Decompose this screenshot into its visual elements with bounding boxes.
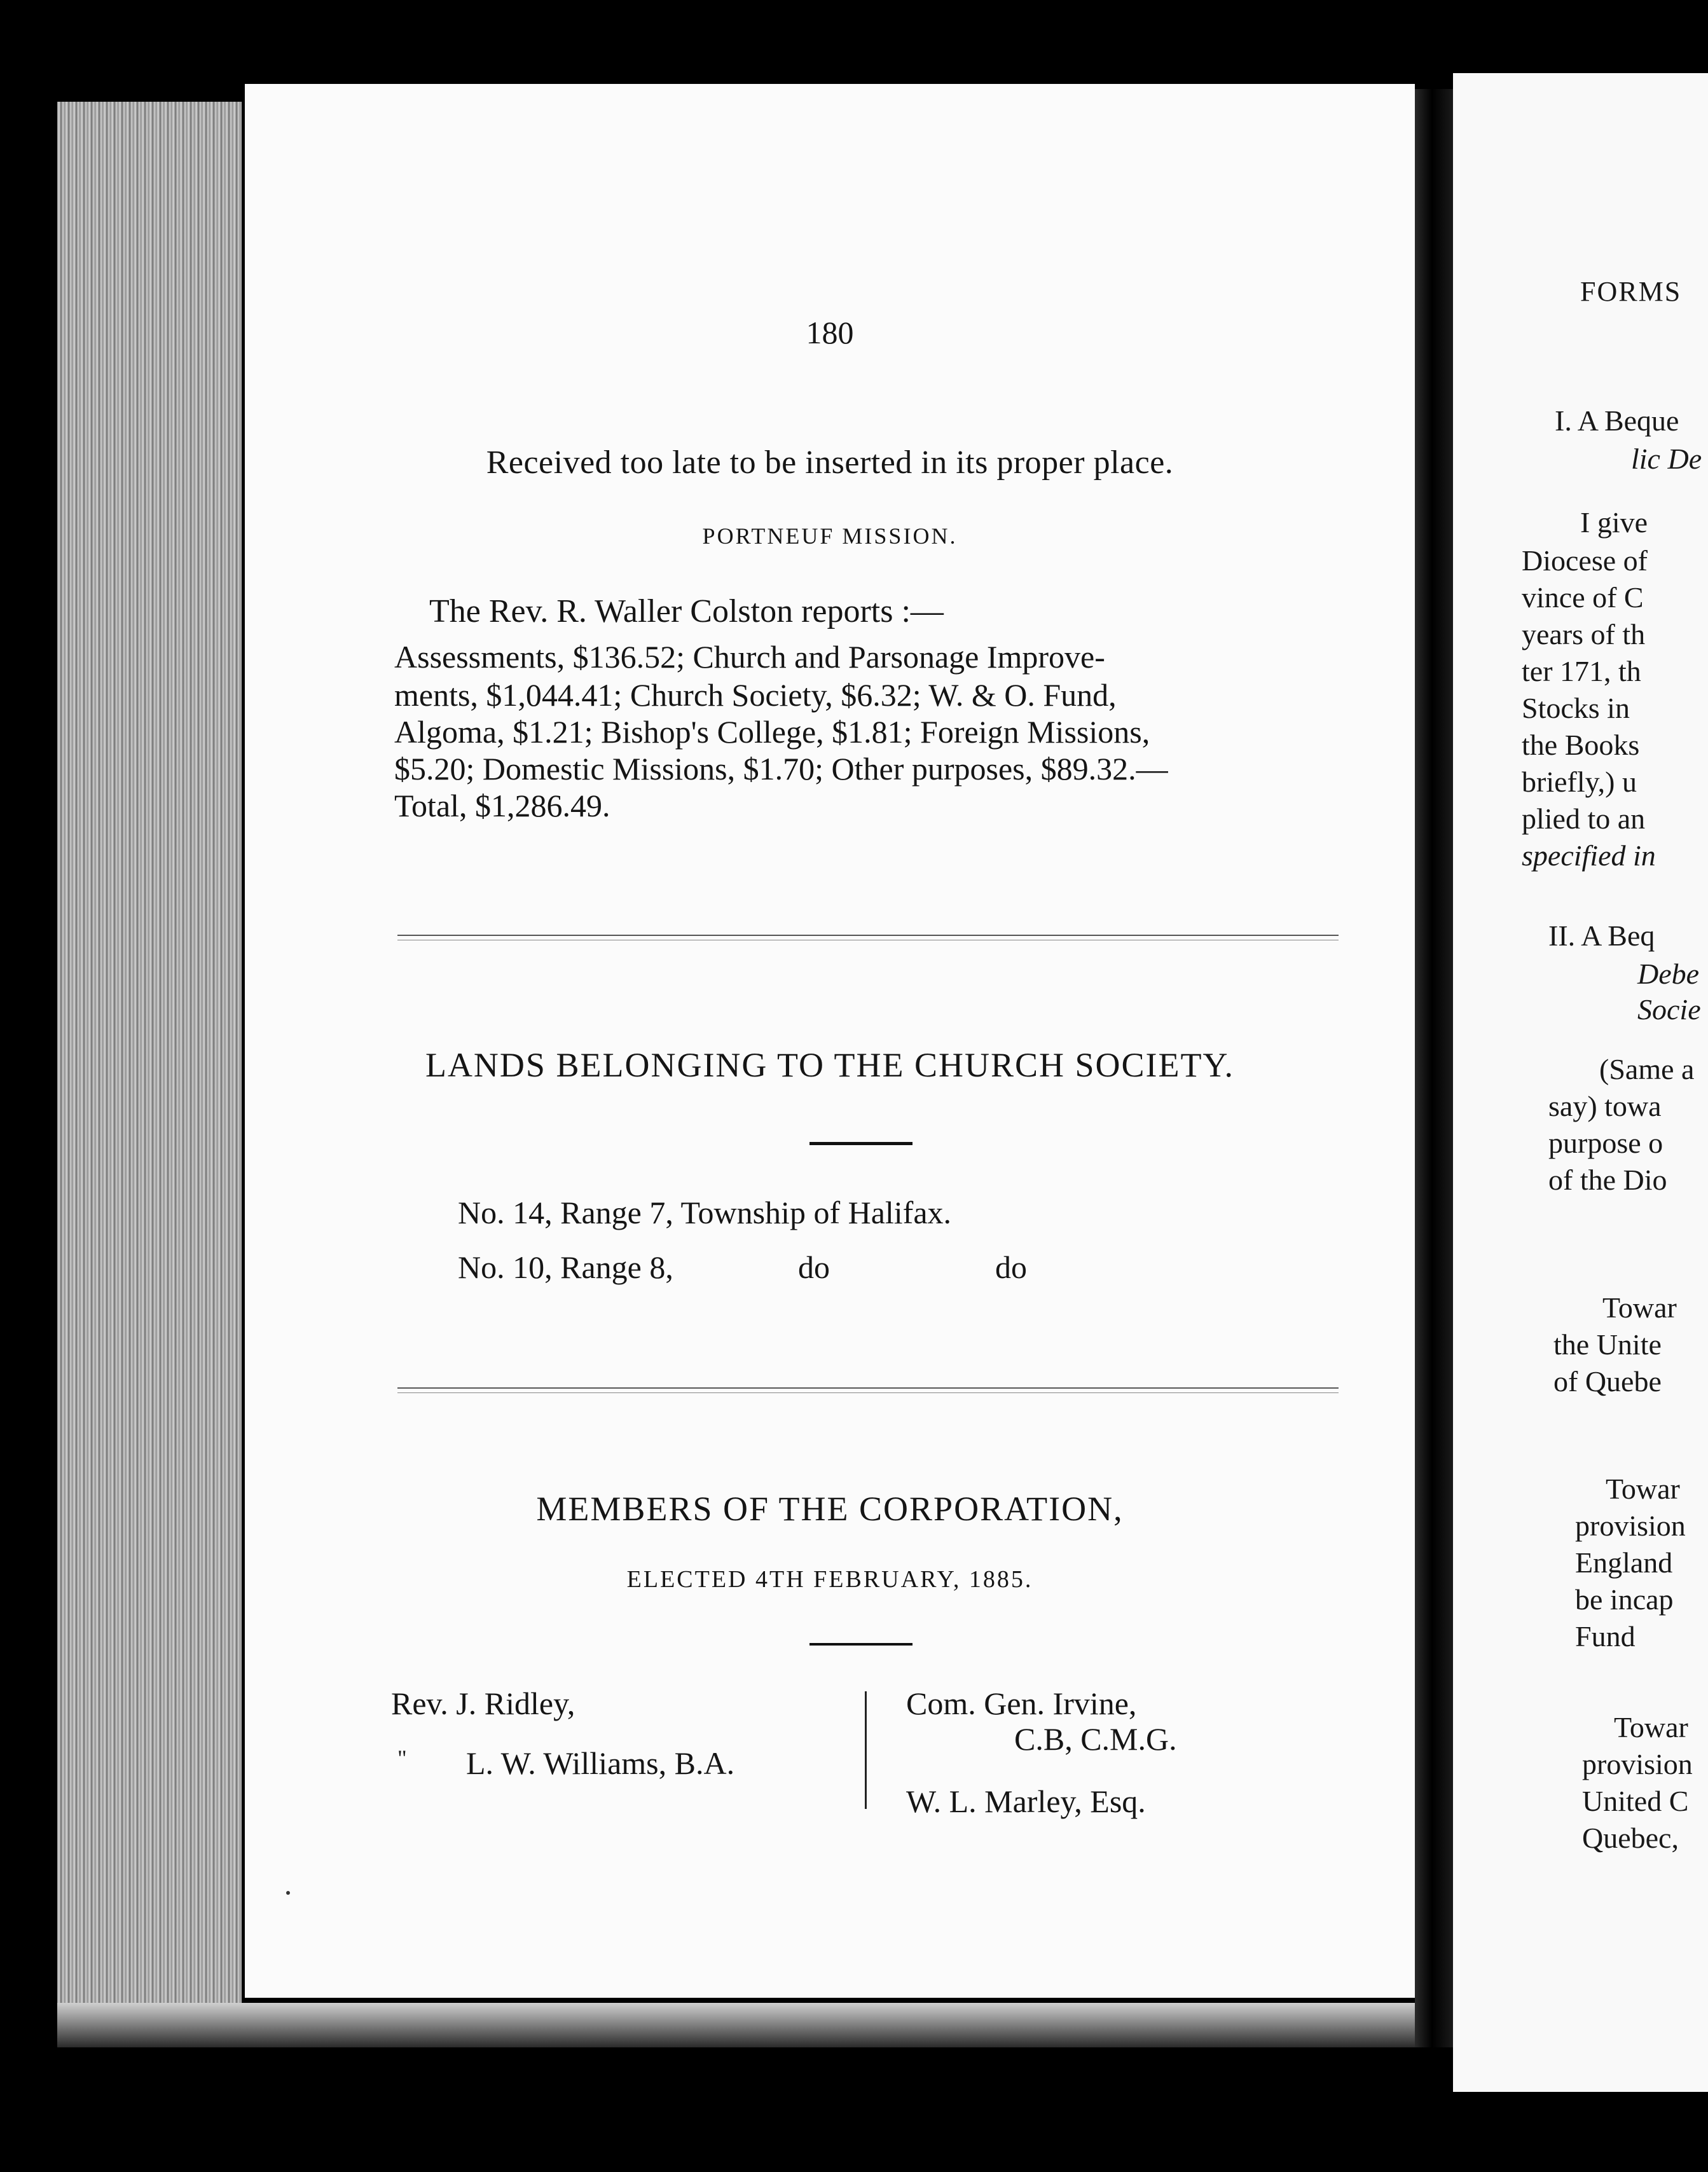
forms-heading: FORMS: [1580, 276, 1682, 307]
text-fragment: be incap: [1575, 1583, 1674, 1616]
text-fragment: Fund: [1575, 1620, 1636, 1653]
text-fragment: briefly,) u: [1522, 766, 1637, 798]
text-fragment: years of th: [1522, 618, 1646, 650]
text-fragment: provision: [1582, 1748, 1693, 1780]
text-fragment: purpose o: [1548, 1127, 1663, 1159]
text-fragment: Towar: [1602, 1291, 1677, 1324]
text-fragment: say) towa: [1548, 1090, 1662, 1122]
ditto-mark: do: [798, 1249, 830, 1285]
ditto-quote: ": [397, 1745, 407, 1771]
member-name: Rev. J. Ridley,: [391, 1686, 575, 1721]
report-line: Assessments, $136.52; Church and Parsonage Improve-: [394, 639, 1105, 675]
mission-heading: PORTNEUF MISSION.: [702, 523, 958, 549]
short-rule: [809, 1142, 913, 1145]
land-entry: No. 10, Range 8,: [458, 1249, 673, 1285]
text-fragment: Towar: [1614, 1711, 1688, 1743]
ditto-mark: do: [995, 1249, 1027, 1285]
text-fragment: Towar: [1606, 1473, 1680, 1505]
divider: [397, 1387, 1339, 1389]
text-fragment: Stocks in: [1522, 692, 1630, 724]
page-edges: [57, 102, 242, 2022]
paper-speck: [286, 1891, 290, 1895]
late-notice: Received too late to be inserted in its proper place.: [486, 444, 1174, 481]
text-fragment: the Unite: [1553, 1328, 1662, 1361]
text-fragment: (Same a: [1599, 1053, 1695, 1085]
report-line: ments, $1,044.41; Church Society, $6.32; W. & O. Fund,: [394, 677, 1117, 713]
member-name: Com. Gen. Irvine,: [906, 1686, 1137, 1721]
text-fragment: plied to an: [1522, 802, 1646, 835]
bequest-heading: I. A Beque: [1555, 404, 1679, 437]
book-bottom-edge: [57, 2003, 1443, 2047]
report-intro: The Rev. R. Waller Colston reports :—: [429, 593, 944, 629]
land-entry: No. 14, Range 7, Township of Halifax.: [458, 1195, 952, 1230]
left-page: [245, 84, 1415, 1998]
election-date: ELECTED 4TH FEBRUARY, 1885.: [626, 1566, 1033, 1593]
text-fragment: specified in: [1522, 839, 1656, 872]
text-fragment: lic De: [1631, 443, 1702, 475]
book-gutter: [1415, 89, 1453, 2047]
text-fragment: ter 171, th: [1522, 655, 1641, 687]
text-fragment: the Books: [1522, 729, 1640, 761]
text-fragment: Socie: [1637, 993, 1701, 1026]
page-number: 180: [806, 315, 854, 350]
column-divider: [865, 1691, 867, 1809]
lands-heading: LANDS BELONGING TO THE CHURCH SOCIETY.: [425, 1046, 1235, 1084]
report-line: Total, $1,286.49.: [394, 788, 610, 823]
text-fragment: Debe: [1637, 958, 1700, 990]
right-page: [1453, 73, 1708, 2092]
report-line: $5.20; Domestic Missions, $1.70; Other purposes, $89.32.—: [394, 751, 1168, 787]
bequest-heading: II. A Beq: [1548, 919, 1655, 952]
short-rule: [809, 1643, 913, 1646]
text-fragment: United C: [1582, 1785, 1689, 1817]
text-fragment: vince of C: [1522, 581, 1644, 614]
members-heading: MEMBERS OF THE CORPORATION,: [536, 1490, 1124, 1528]
member-name: W. L. Marley, Esq.: [906, 1784, 1146, 1819]
member-name: L. W. Williams, B.A.: [466, 1745, 735, 1781]
text-fragment: provision: [1575, 1509, 1686, 1542]
text-fragment: Quebec,: [1582, 1822, 1679, 1854]
text-fragment: England: [1575, 1546, 1673, 1579]
report-line: Algoma, $1.21; Bishop's College, $1.81; Foreign Missions,: [394, 714, 1150, 750]
text-fragment: of the Dio: [1548, 1164, 1667, 1196]
divider: [397, 1392, 1339, 1393]
text-fragment: I give: [1580, 506, 1648, 539]
member-honours: C.B, C.M.G.: [1014, 1721, 1177, 1757]
text-fragment: Diocese of: [1522, 544, 1648, 577]
divider: [397, 935, 1339, 936]
text-fragment: of Quebe: [1553, 1365, 1662, 1398]
